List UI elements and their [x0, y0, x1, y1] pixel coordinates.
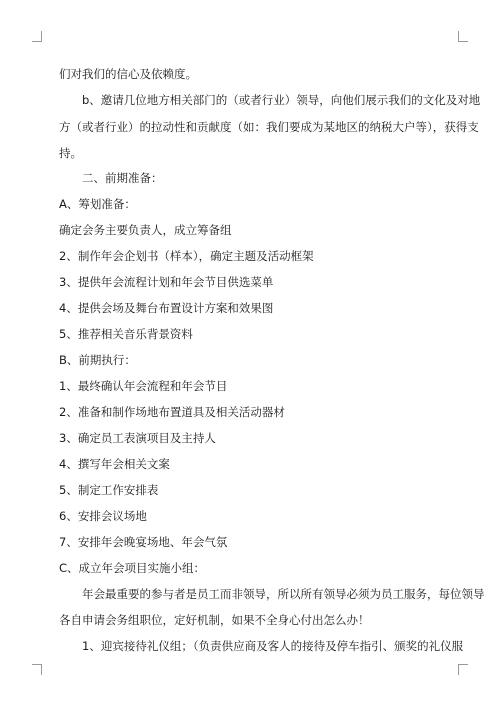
paragraph-line: 持。 — [59, 146, 82, 160]
list-item: 5、推荐相关音乐背景资料 — [59, 327, 193, 341]
subsection-heading: B、前期执行： — [59, 353, 136, 367]
paragraph-line: 们对我们的信心及依赖度。 — [59, 67, 197, 81]
paragraph-line: 年会最重要的参与者是员工而非领导，所以所有领导必须为员工服务，每位领导 — [82, 587, 485, 601]
paragraph-line: b、邀请几位地方相关部门的（或者行业）领导，向他们展示我们的文化及对地 — [82, 93, 481, 107]
list-item: 3、提供年会流程计划和年会节目供选菜单 — [59, 275, 274, 289]
subsection-heading: A、筹划准备： — [59, 197, 136, 211]
crop-mark-top-left — [32, 31, 42, 42]
paragraph-line: 方（或者行业）的拉动性和贡献度（如：我们要成为某地区的纳税大户等），获得支 — [59, 120, 479, 134]
list-item: 1、迎宾接待礼仪组；（负责供应商及客人的接待及停车指引、颁奖的礼仪服 — [82, 639, 464, 653]
list-item: 4、提供会场及舞台布置设计方案和效果图 — [59, 301, 274, 315]
list-item: 5、制定工作安排表 — [59, 483, 159, 497]
paragraph-line: 各自申请会务组职位，定好机制，如果不全身心付出怎么办！ — [59, 613, 370, 627]
subsection-heading: C、成立年会项目实施小组： — [59, 561, 206, 575]
list-item: 6、安排会议场地 — [59, 509, 147, 523]
list-item: 2、制作年会企划书（样本），确定主题及活动框架 — [59, 249, 314, 263]
crop-mark-bottom-left — [32, 664, 42, 675]
list-item: 1、最终确认年会流程和年会节目 — [59, 379, 228, 393]
list-item: 确定会务主要负责人，成立筹备组 — [59, 223, 232, 237]
list-item: 4、撰写年会相关文案 — [59, 457, 170, 471]
list-item: 3、确定员工表演项目及主持人 — [59, 431, 216, 445]
list-item: 7、安排年会晚宴场地、年会气氛 — [59, 535, 228, 549]
crop-mark-bottom-right — [458, 664, 468, 675]
section-heading: 二、前期准备： — [82, 171, 163, 185]
list-item: 2、准备和制作场地布置道具及相关活动器材 — [59, 405, 285, 419]
crop-mark-top-right — [458, 31, 468, 42]
